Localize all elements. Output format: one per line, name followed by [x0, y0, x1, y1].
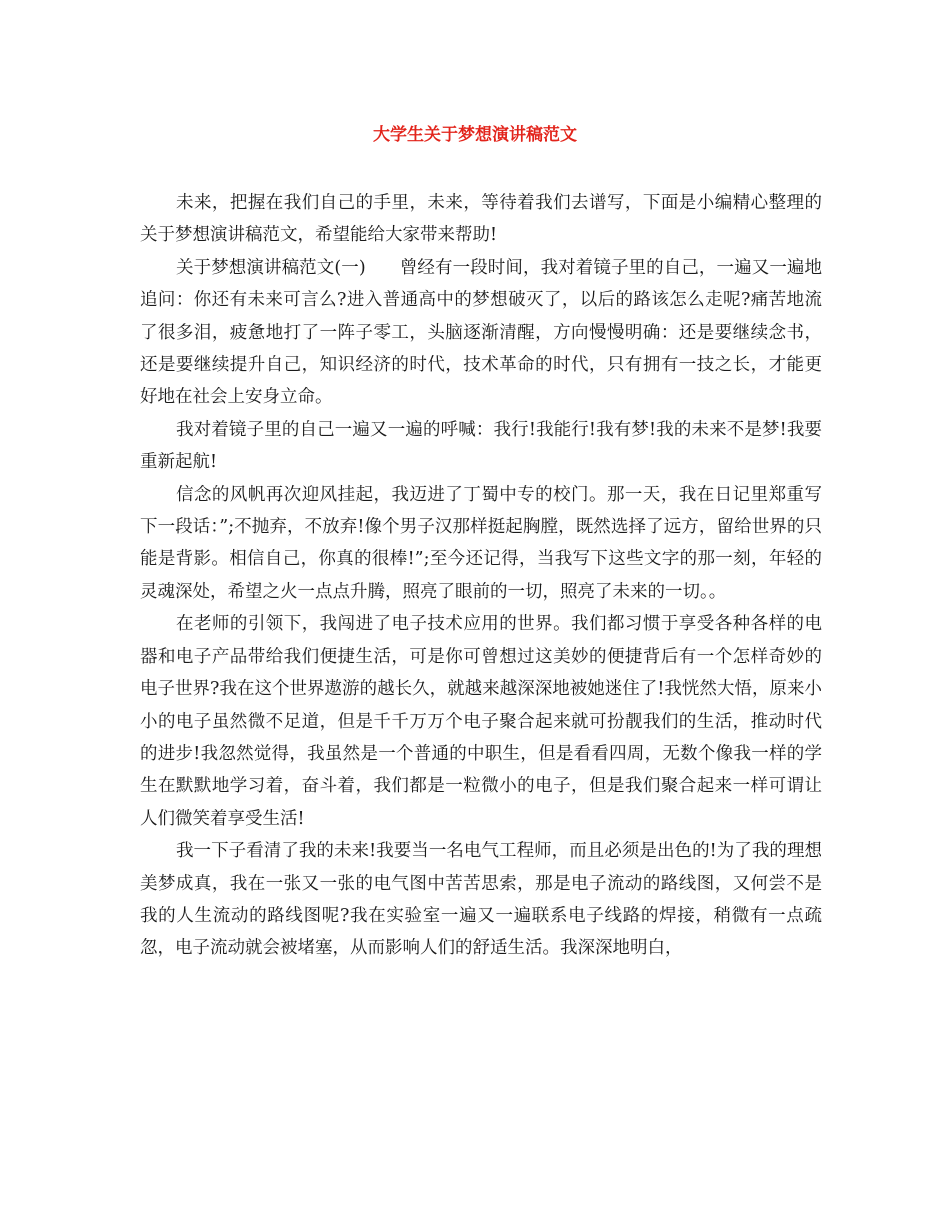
- paragraph-future: 我一下子看清了我的未来!我要当一名电气工程师，而且必须是出色的!为了我的理想美梦成真，我在一张又一张的电气图中苦苦思索，那是电子流动的路线图，又何尝不是我的人生流动的路线图呢?我在实验室一遍又一遍联系电子线路的焊接，稍微有一点疏忽，电子流动就会被堵塞，从而影响人们的舒适生活。我深深地明白，: [140, 841, 822, 959]
- paragraph-belief: 信念的风帆再次迎风挂起，我迈进了丁蜀中专的校门。那一天，我在日记里郑重写下一段话：”;不抛弃，不放弃!像个男子汉那样挺起胸膛，既然选择了远方，留给世界的只能是背影。相信自己，你真的很棒!”;至今还记得，当我写下这些文字的那一刻，年轻的灵魂深处，希望之火一点点升腾，照亮了眼前的一切，照亮了未来的一切。。: [140, 484, 822, 602]
- paragraph-mirror: 我对着镜子里的自己一遍又一遍的呼喊：我行!我能行!我有梦!我的未来不是梦!我要重新起航!: [140, 419, 822, 473]
- paragraph-opening: 曾经有一段时间，我对着镜子里的自己，一遍又一遍地追问：你还有未来可言么?进入普通高中的梦想破灭了，以后的路该怎么走呢?痛苦地流了很多泪，疲惫地打了一阵子零工，头脑逐渐清醒，方向慢慢明确：还是要继续念书，还是要继续提升自己，知识经济的时代，技术革命的时代，只有拥有一技之长，才能更好地在社会上安身立命。: [140, 257, 823, 408]
- paragraph-intro: 未来，把握在我们自己的手里，未来，等待着我们去谱写，下面是小编精心整理的关于梦想演讲稿范文，希望能给大家带来帮助!: [140, 193, 822, 246]
- paragraph-section-heading: [140, 252, 822, 414]
- paragraph-electronics: 在老师的引领下，我闯进了电子技术应用的世界。我们都习惯于享受各种各样的电器和电子产品带给我们便捷生活，可是你可曾想过这美妙的便捷背后有一个怎样奇妙的电子世界?我在这个世界遨游的越长久，就越来越深深地被她迷住了!我恍然大悟，原来小小的电子虽然微不足道，但是千千万万个电子聚合起来就可扮靓我们的生活，推动时代的进步!我忽然觉得，我虽然是一个普通的中职生，但是看看四周，无数个像我一样的学生在默默地学习着，奋斗着，我们都是一粒微小的电子，但是我们聚合起来一样可谓让人们微笑着享受生活!: [140, 614, 822, 829]
- document-body: [140, 187, 822, 965]
- document-title: 大学生关于梦想演讲稿范文: [373, 125, 577, 145]
- section-heading: 关于梦想演讲稿范文(一): [176, 257, 366, 278]
